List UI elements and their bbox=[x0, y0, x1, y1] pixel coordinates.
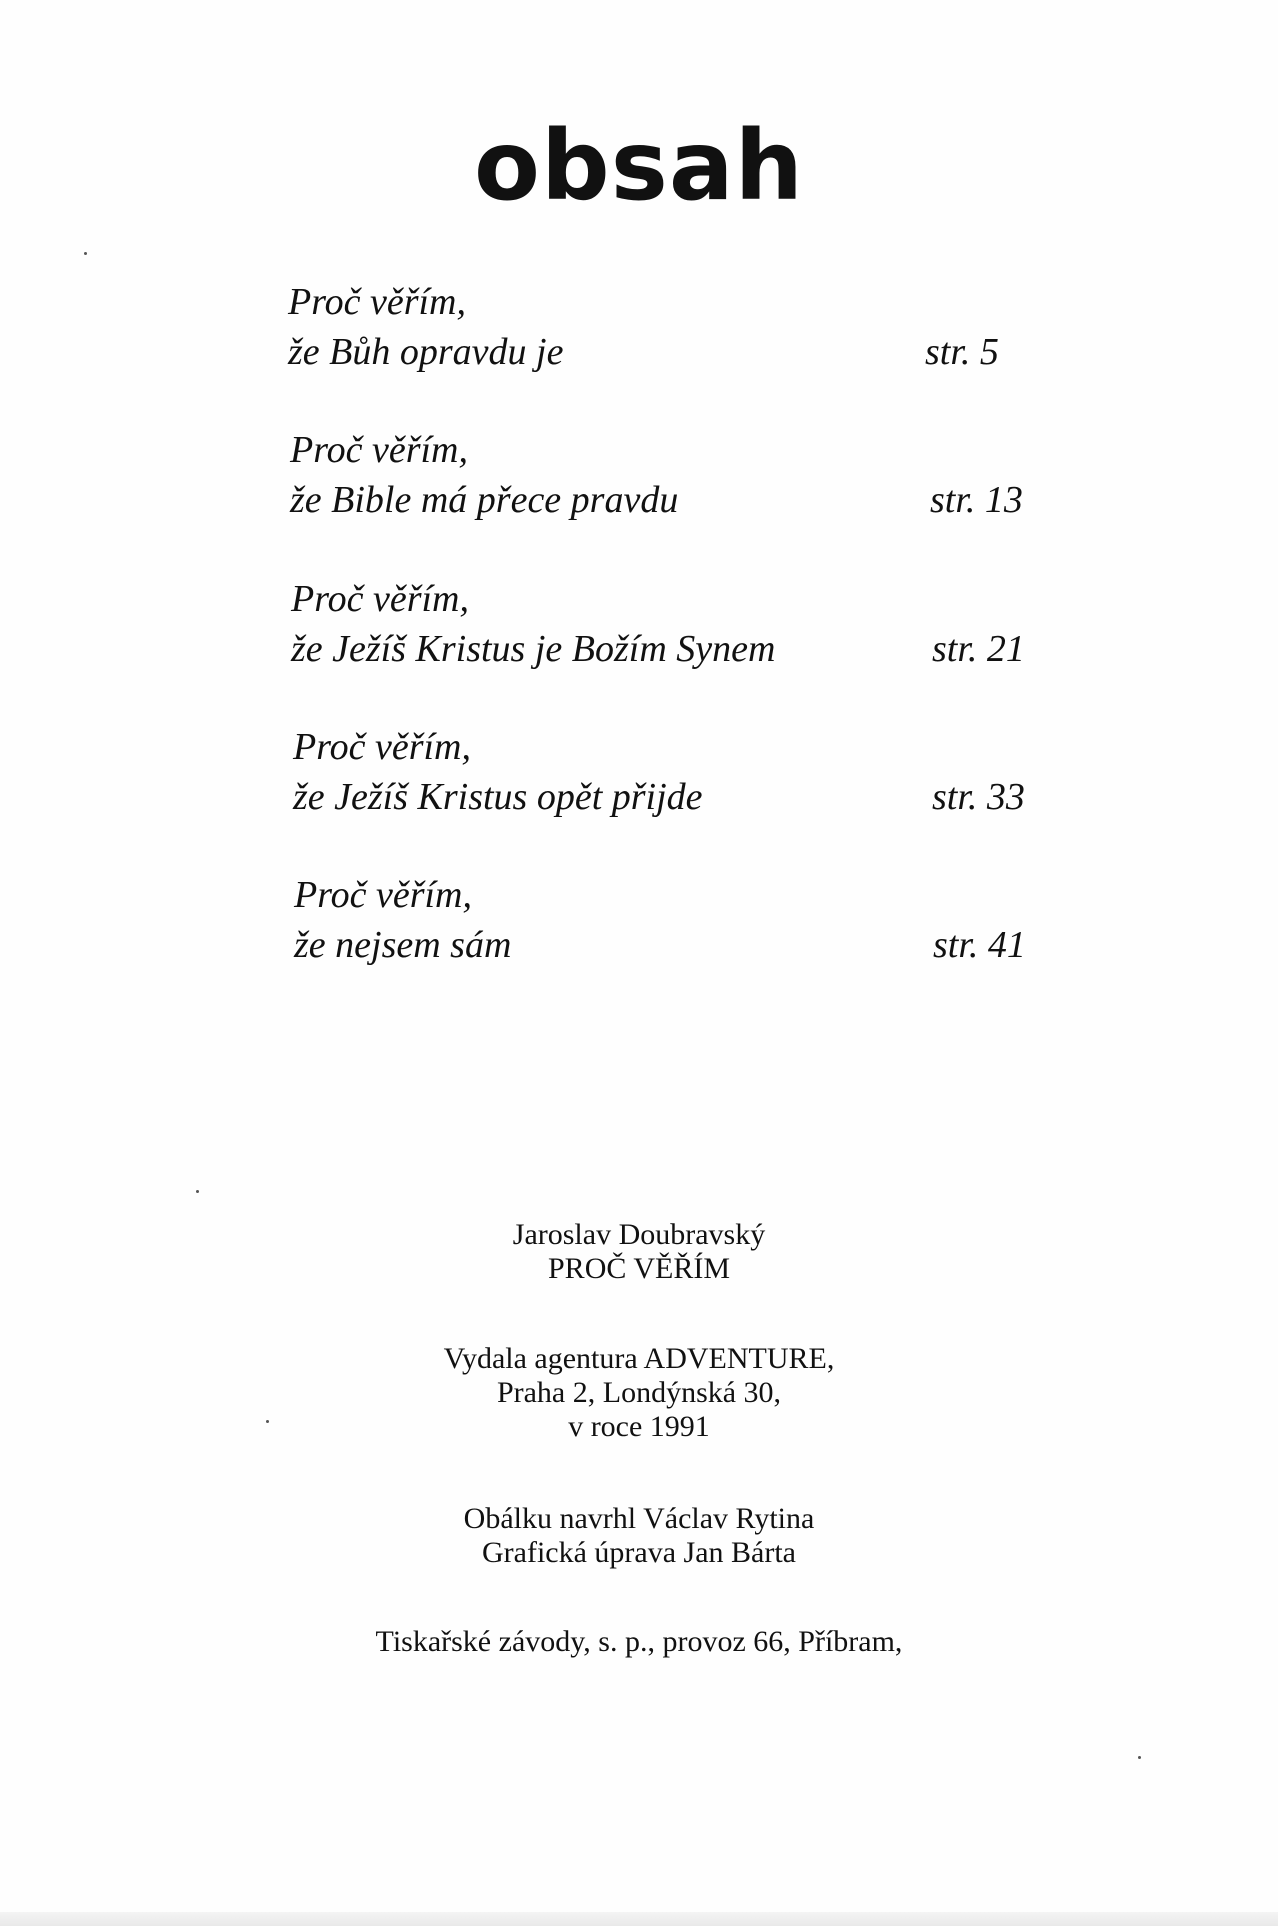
toc-entry-subtitle: že nejsem sám bbox=[294, 924, 512, 966]
toc-entry-page: str. 41 bbox=[933, 924, 1026, 966]
toc-entry bbox=[0, 431, 1278, 531]
scan-speck bbox=[196, 1190, 199, 1193]
author-name: Jaroslav Doubravský bbox=[512, 1218, 766, 1251]
toc-entry-page: str. 5 bbox=[925, 331, 999, 373]
scan-speck bbox=[1138, 1756, 1141, 1759]
credits-block bbox=[0, 1502, 1278, 1570]
toc-entry bbox=[0, 283, 1278, 383]
toc-entry-page: str. 13 bbox=[930, 479, 1023, 521]
printer-credit: Tiskařské závody, s. p., provoz 66, Příbram, bbox=[375, 1625, 903, 1658]
book-title: PROČ VĚŘÍM bbox=[548, 1252, 730, 1285]
toc-entry-page: str. 33 bbox=[932, 776, 1025, 818]
design-credit: Grafická úprava Jan Bárta bbox=[481, 1536, 796, 1569]
toc-entry bbox=[0, 728, 1278, 828]
toc-entry-page: str. 21 bbox=[932, 628, 1025, 670]
toc-entry-heading: Proč věřím, bbox=[288, 281, 466, 323]
toc-entry-subtitle: že Ježíš Kristus je Božím Synem bbox=[291, 628, 776, 670]
toc-entry-subtitle: že Bible má přece pravdu bbox=[290, 479, 679, 521]
toc-entry-subtitle: že Bůh opravdu je bbox=[288, 331, 564, 373]
toc-entry-heading: Proč věřím, bbox=[291, 578, 469, 620]
scan-speck bbox=[84, 252, 87, 255]
publisher-name: Vydala agentura ADVENTURE, bbox=[443, 1342, 835, 1375]
toc-entry bbox=[0, 876, 1278, 976]
toc-entry-heading: Proč věřím, bbox=[293, 726, 471, 768]
page-title: obsah bbox=[474, 110, 804, 222]
toc-entry bbox=[0, 580, 1278, 680]
toc-entry-subtitle: že Ježíš Kristus opět přijde bbox=[293, 776, 703, 818]
printer-block bbox=[0, 1625, 1278, 1659]
scan-speck bbox=[266, 1420, 269, 1423]
publisher-address: Praha 2, Londýnská 30, bbox=[496, 1376, 782, 1409]
toc-entry-heading: Proč věřím, bbox=[294, 874, 472, 916]
author-block bbox=[0, 1218, 1278, 1286]
toc-entry-heading: Proč věřím, bbox=[290, 429, 468, 471]
cover-credit: Obálku navrhl Václav Rytina bbox=[463, 1502, 815, 1535]
publisher-block bbox=[0, 1342, 1278, 1444]
publication-year: v roce 1991 bbox=[568, 1410, 710, 1443]
scan-edge bbox=[0, 1912, 1278, 1926]
